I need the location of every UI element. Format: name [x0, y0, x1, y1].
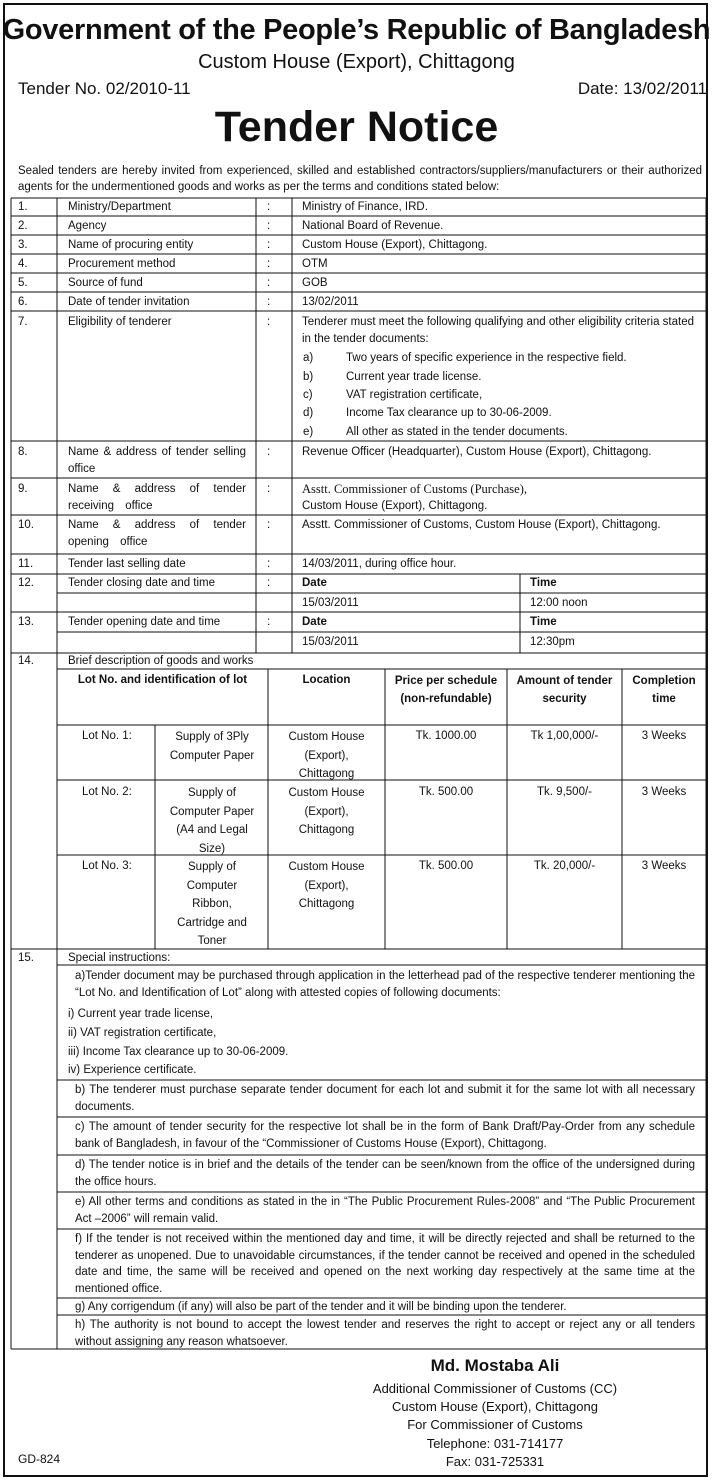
row-colon: :: [267, 201, 271, 213]
signatory-line: Fax: 031-725331: [445, 1454, 545, 1469]
eligibility-item: Current year trade license.: [346, 371, 482, 383]
row-label: Name of procuring entity: [68, 239, 194, 251]
instruction-f: f) If the tender is not received within the mentioned day and time, it will be directly rejected and shall be returned to the tenderer as unopened. Due to unavoidable circumstances, if the tender cannot be received and opened in the scheduled date and time, the same will be received and opened on the next working day respectively at the same time at the mentioned office.: [75, 1233, 695, 1295]
signatory-line: Custom House (Export), Chittagong: [392, 1399, 598, 1414]
row-no: 3.: [18, 239, 28, 251]
row-no: 4.: [18, 258, 28, 270]
row-colon: :: [267, 558, 271, 570]
lot-completion: 3 Weeks: [641, 730, 687, 742]
lot-location: Custom House (Export), Chittagong: [288, 787, 365, 836]
eligibility-key: b): [303, 371, 314, 383]
lot-price: Tk. 1000.00: [415, 730, 477, 742]
row-no: 11.: [18, 558, 34, 570]
row-no: 15.: [18, 952, 34, 964]
signatory-line: Telephone: 031-714177: [426, 1436, 564, 1451]
row-no: 13.: [18, 616, 34, 628]
eligibility-intro: Tenderer must meet the following qualifying and other eligibility criteria stated in the tender documents:: [302, 316, 694, 345]
instruction-a: a)Tender document may be purchased through application in the letterhead pad of the respective tenderer mentioning the “Lot No. and Identification of Lot” along with attested copies of following documents:: [75, 970, 695, 999]
document-item: ii) VAT registration certificate,: [68, 1027, 217, 1039]
row-no: 7.: [18, 316, 28, 328]
lot-price: Tk. 500.00: [418, 786, 474, 798]
row-value: Custom House (Export), Chittagong.: [302, 239, 488, 251]
instruction-e: e) All other terms and conditions as stated in the in “The Public Procurement Rules-2008” and “The Public Procurement Act –2006” will remain valid.: [75, 1196, 695, 1225]
row-colon: :: [267, 258, 271, 270]
row-colon: :: [267, 446, 271, 458]
instruction-h: h) The authority is not bound to accept the lowest tender and reserves the right to accept or reject any or all tenders without assigning any reason whatsoever.: [75, 1319, 695, 1348]
row-value: OTM: [302, 258, 328, 270]
document-item: iv) Experience certificate.: [68, 1064, 197, 1076]
row-value: 13/02/2011: [302, 296, 359, 308]
row-label: Date of tender invitation: [68, 296, 190, 308]
row-label: Source of fund: [68, 277, 143, 289]
intro-paragraph: Sealed tenders are hereby invited from experienced, skilled and established contractors/suppliers/manufacturers or their authorized agents for the undermentioned goods and works as per the terms and conditions stated below:: [18, 165, 702, 193]
tender-date: Date: 13/02/2011: [577, 79, 707, 98]
row-label: Name & address of tender selling office: [68, 446, 246, 475]
row-colon: :: [267, 577, 271, 589]
row-label: Procurement method: [68, 258, 176, 270]
row-value: Asstt. Commissioner of Customs, Custom House (Export), Chittagong.: [302, 519, 661, 531]
signatory-line: Additional Commissioner of Customs (CC): [372, 1381, 618, 1396]
row-label: Agency: [68, 220, 107, 232]
lot-location: Custom House (Export), Chittagong: [288, 731, 365, 780]
security-col-header: Amount of tender security: [516, 675, 613, 705]
row-value: Revenue Officer (Headquarter), Custom House (Export), Chittagong.: [302, 446, 652, 458]
lot-number: Lot No. 3:: [82, 860, 132, 872]
document-item: iii) Income Tax clearance up to 30-06-2009.: [68, 1046, 289, 1058]
lot-completion: 3 Weeks: [641, 786, 687, 798]
row-value: National Board of Revenue.: [302, 220, 444, 232]
eligibility-key: e): [303, 426, 314, 438]
lot-security: Tk. 9,500/-: [537, 786, 592, 798]
eligibility-key: d): [303, 407, 314, 419]
eligibility-key: c): [303, 389, 313, 401]
lot-price: Tk. 500.00: [418, 860, 474, 872]
row-colon: :: [267, 519, 271, 531]
eligibility-item: All other as stated in the tender documents.: [346, 426, 568, 438]
row-no: 1.: [18, 201, 28, 213]
tender-number: Tender No. 02/2010-11: [18, 79, 191, 98]
lot-description: Supply of Computer Ribbon, Cartridge and Toner: [177, 861, 247, 947]
row-no: 10.: [18, 519, 34, 531]
row-label: Tender opening date and time: [68, 616, 221, 628]
row-label: Ministry/Department: [68, 201, 171, 213]
date-header: Date: [302, 577, 327, 589]
footer-code: GD-824: [18, 1452, 61, 1466]
date-header: Date: [302, 616, 327, 628]
row-no: 5.: [18, 277, 28, 289]
lot-location: Custom House (Export), Chittagong: [288, 861, 365, 910]
location-col-header: Location: [302, 674, 351, 686]
instruction-g: g) Any corrigendum (if any) will also be part of the tender and it will be binding upon the tenderer.: [75, 1301, 567, 1313]
lot-col-header: Lot No. and identification of lot: [77, 674, 248, 686]
row-no: 9.: [18, 483, 28, 495]
lot-security: Tk. 20,000/-: [533, 860, 596, 872]
price-col-header: Price per schedule (non-refundable): [394, 675, 498, 705]
row-label: Tender last selling date: [68, 558, 186, 570]
lot-number: Lot No. 2:: [82, 786, 132, 798]
government-heading: Government of the People’s Republic of Bangladesh: [2, 14, 711, 46]
row-label: Name & address of tender opening office: [68, 519, 246, 548]
row-no: 14.: [18, 655, 34, 667]
row-colon: :: [267, 296, 271, 308]
time-header: Time: [530, 616, 557, 628]
lot-description: Supply of 3Ply Computer Paper: [169, 731, 255, 762]
row-colon: :: [267, 277, 271, 289]
lot-completion: 3 Weeks: [641, 860, 687, 872]
row-no: 8.: [18, 446, 28, 458]
closing-date: 15/03/2011: [302, 597, 359, 609]
completion-col-header: Completion time: [632, 675, 696, 705]
row-label: Eligibility of tenderer: [68, 316, 172, 328]
lot-number: Lot No. 1:: [82, 730, 132, 742]
eligibility-key: a): [303, 352, 314, 364]
instruction-b: b) The tenderer must purchase separate tender document for each lot and submit it for the same lot with all necessary documents.: [75, 1084, 695, 1113]
row-label: Name & address of tender receiving office: [68, 483, 246, 512]
row-colon: :: [267, 316, 271, 328]
closing-time: 12:00 noon: [530, 597, 588, 609]
row-label: Brief description of goods and works: [68, 655, 254, 667]
opening-date: 15/03/2011: [302, 636, 359, 648]
signatory-name: Md. Mostaba Ali: [430, 1356, 560, 1375]
row-value: Asstt. Commissioner of Customs (Purchase),: [302, 482, 527, 496]
document-item: i) Current year trade license,: [68, 1008, 214, 1020]
row-value: 14/03/2011, during office hour.: [302, 558, 457, 570]
row-colon: :: [267, 616, 271, 628]
page-title: Tender Notice: [214, 103, 499, 151]
opening-time: 12:30pm: [530, 636, 575, 648]
row-label: Tender closing date and time: [68, 577, 216, 589]
eligibility-item: VAT registration certificate,: [346, 389, 483, 401]
row-label: Special instructions:: [68, 952, 171, 964]
row-no: 2.: [18, 220, 28, 232]
eligibility-item: Two years of specific experience in the respective field.: [346, 352, 627, 364]
office-heading: Custom House (Export), Chittagong: [198, 51, 515, 73]
lot-description: Supply of Computer Paper (A4 and Legal Size): [169, 787, 255, 855]
instruction-c: c) The amount of tender security for the respective lot shall be in the form of Bank Draft/Pay-Order from any schedule bank of Bangladesh, in favour of the “Commissioner of Customs House (Export), Chittagong.: [75, 1121, 695, 1150]
row-colon: :: [267, 239, 271, 251]
row-value: Ministry of Finance, IRD.: [302, 201, 428, 213]
row-no: 12.: [18, 577, 34, 589]
row-value: GOB: [302, 277, 328, 289]
signatory-line: For Commissioner of Customs: [407, 1417, 583, 1432]
row-value-line2: Custom House (Export), Chittagong.: [302, 500, 488, 512]
lot-security: Tk 1,00,000/-: [530, 730, 599, 742]
eligibility-item: Income Tax clearance up to 30-06-2009.: [346, 407, 552, 419]
row-colon: :: [267, 220, 271, 232]
time-header: Time: [530, 577, 557, 589]
instruction-d: d) The tender notice is in brief and the details of the tender can be seen/known from the office of the undersigned during the office hours.: [75, 1159, 695, 1188]
row-no: 6.: [18, 296, 28, 308]
row-colon: :: [267, 483, 271, 495]
